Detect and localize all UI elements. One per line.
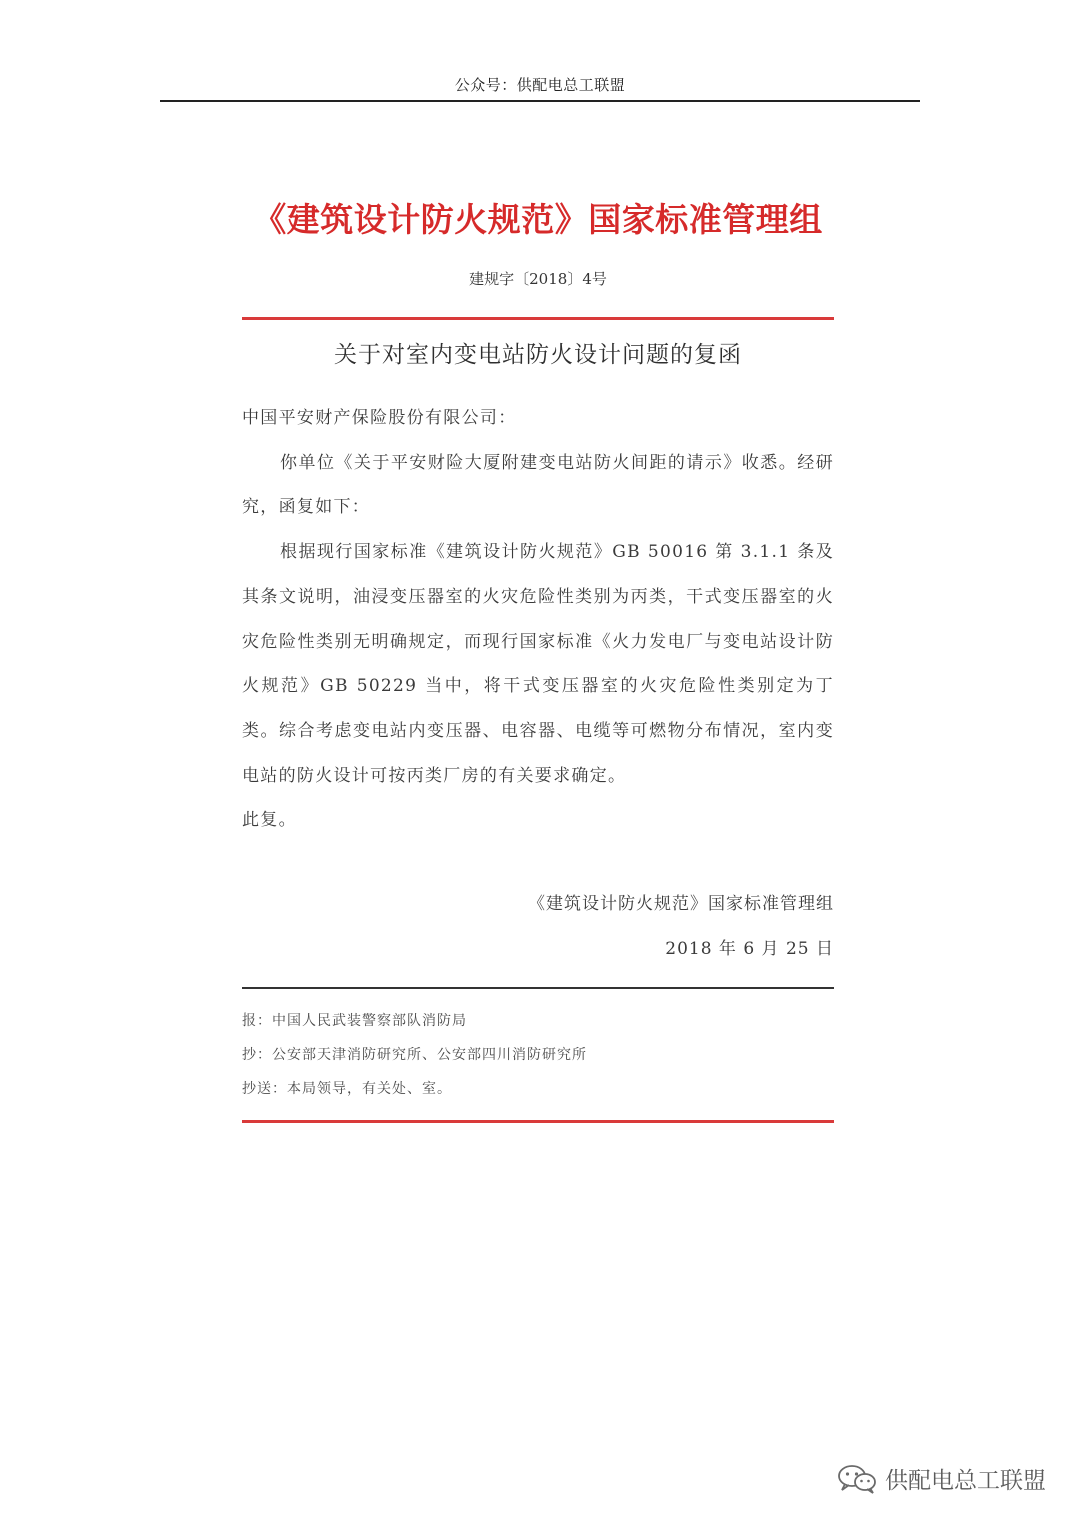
signature-block xyxy=(242,882,834,972)
letterhead-title: 《建筑设计防火规范》国家标准管理组 xyxy=(253,200,823,239)
footer-red-divider xyxy=(242,1120,834,1123)
document-subject: 关于对室内变电站防火设计问题的复函 xyxy=(334,342,742,368)
letterhead-red-divider xyxy=(242,317,834,320)
copy-to: 抄：公安部天津消防研究所、公安部四川消防研究所 xyxy=(242,1047,587,1063)
document-body xyxy=(242,396,834,843)
body-paragraph-2: 根据现行国家标准《建筑设计防火规范》GB 50016 第 3.1.1 条及其条文说明，油浸变压器室的火灾危险性类别为丙类，干式变压器室的火灾危险性类别无明确规定，而现行国家标准《火力发电厂与变电站设计防火规范》GB 50229 当中，将干式变压器室的火灾危险性类别定为丁类。综合考虑变电站内变压器、电容器、电缆等可燃物分布情况，室内变电站的防火设计可按丙类厂房的有关要求确定。 xyxy=(242,542,834,786)
wechat-icon xyxy=(837,1464,877,1494)
document-number: 建规字〔2018〕4号 xyxy=(469,270,607,288)
distribution-block xyxy=(242,1004,834,1106)
signature-date: 2018 年 6 月 25 日 xyxy=(665,939,834,959)
watermark-text: 供配电总工联盟 xyxy=(885,1468,1046,1494)
report-to: 报：中国人民武装警察部队消防局 xyxy=(242,1013,467,1029)
page-header: 公众号：供配电总工联盟 xyxy=(454,76,626,94)
header-divider xyxy=(160,100,920,102)
closing-line: 此复。 xyxy=(242,810,297,831)
body-paragraph-1: 你单位《关于平安财险大厦附建变电站防火间距的请示》收悉。经研究，函复如下： xyxy=(242,452,834,518)
signature-org: 《建筑设计防火规范》国家标准管理组 xyxy=(528,894,834,914)
copy-send: 抄送：本局领导，有关处、室。 xyxy=(242,1081,452,1097)
addressee: 中国平安财产保险股份有限公司： xyxy=(242,408,517,428)
watermark xyxy=(837,1462,1046,1495)
distribution-divider xyxy=(242,987,834,989)
